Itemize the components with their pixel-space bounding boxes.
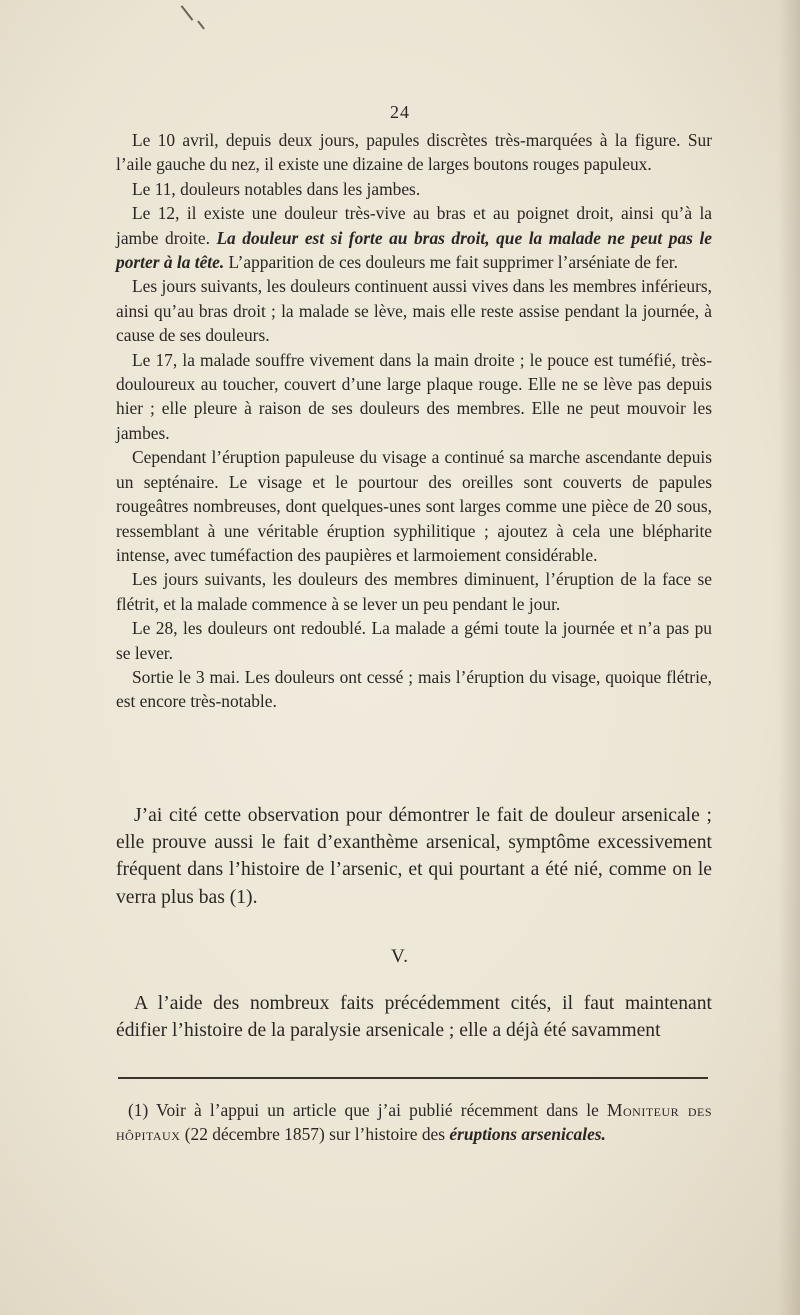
journal-entry: Les jours suivants, les douleurs continuent aussi vives dans les membres inférieurs, ainsi qu’au bras droit ; la malade se lève, mais elle reste assise pendant la journée, à cause de ses douleurs. [116,276,712,346]
journal-entry: Le 10 avril, depuis deux jours, papules discrètes très-marquées à la figure. Sur l’aile gauche du nez, il existe une dizaine de larges boutons rouges papuleux. [116,130,712,175]
commentary-paragraph: J’ai cité cette observation pour démontrer le fait de douleur arsenicale ; elle prouve aussi le fait d’exanthème arsenical, symptôme excessivement fréquent dans l’histoire de l’arsenic, et qui pourtant a été nié, comme on le verra plus bas (1). [116,805,712,908]
case-journal [116,128,712,714]
journal-entry: Cependant l’éruption papuleuse du visage a continué sa marche ascendante depuis un septénaire. Le visage et le pourtour des oreilles sont couverts de papules rougeâtres nombreuses, dont quelques-unes sont larges comme une pièce de 20 sous, ressemblant à une véritable éruption syphilitique ; ajoutez à cela une blépharite intense, avec tuméfaction des paupières et larmoiement considérable. [116,447,712,565]
journal-entry-text: L’apparition de ces douleurs me fait supprimer l’arséniate de fer. [224,252,678,273]
footnote-emphasis: éruptions arsenicales. [449,1124,606,1145]
journal-entry: Les jours suivants, les douleurs des membres diminuent, l’éruption de la face se flétrit, et la malade commence à se lever un peu pendant le jour. [116,569,712,614]
commentary [116,802,712,911]
journal-entry: Sortie le 3 mai. Les douleurs ont cessé ; mais l’éruption du visage, quoique flétrie, est encore très-notable. [116,666,712,712]
journal-entry-emphasis: La douleur est si forte au bras droit, que la malade ne peut pas le porter à la tête. [116,227,712,273]
page-number: 24 [390,102,410,122]
footnote-marker: (1) [128,1100,149,1120]
footnote-divider [118,1077,708,1079]
footnote [116,1098,712,1147]
page-edge-shadow [778,0,800,1315]
footnote-body: (22 décembre 1857) sur l’histoire des [180,1124,450,1145]
section-heading: V. [390,946,410,967]
journal-entry-text: Le 12, il existe une douleur très-vive au bras et au poignet droit, ainsi qu’à la jambe droite. [116,203,712,248]
journal-entry: Le 17, la malade souffre vivement dans la main droite ; le pouce est tuméfié, très-douloureux au toucher, couvert d’une large plaque rouge. Elle ne se lève pas depuis hier ; elle pleure à raison de ses douleurs des membres. Elle ne peut mouvoir les jambes. [116,349,712,443]
section-paragraph: A l’aide des nombreux faits précédemment cités, il faut maintenant édifier l’histoire de la paralysie arsenicale ; elle a déjà été savamment [116,993,712,1042]
footnote-body: Voir à l’appui un article que j’ai publié récemment dans le [148,1100,608,1120]
journal-entry: Le 28, les douleurs ont redoublé. La malade a gémi toute la journée et n’a pas pu se lever. [116,618,712,663]
journal-entry: Le 11, douleurs notables dans les jambes. [132,178,421,199]
footnote-text [116,1098,712,1147]
section-body [116,990,712,1044]
journal-entry [116,201,712,274]
footnote-journal-name: Moniteur des hôpitaux [116,1100,713,1145]
